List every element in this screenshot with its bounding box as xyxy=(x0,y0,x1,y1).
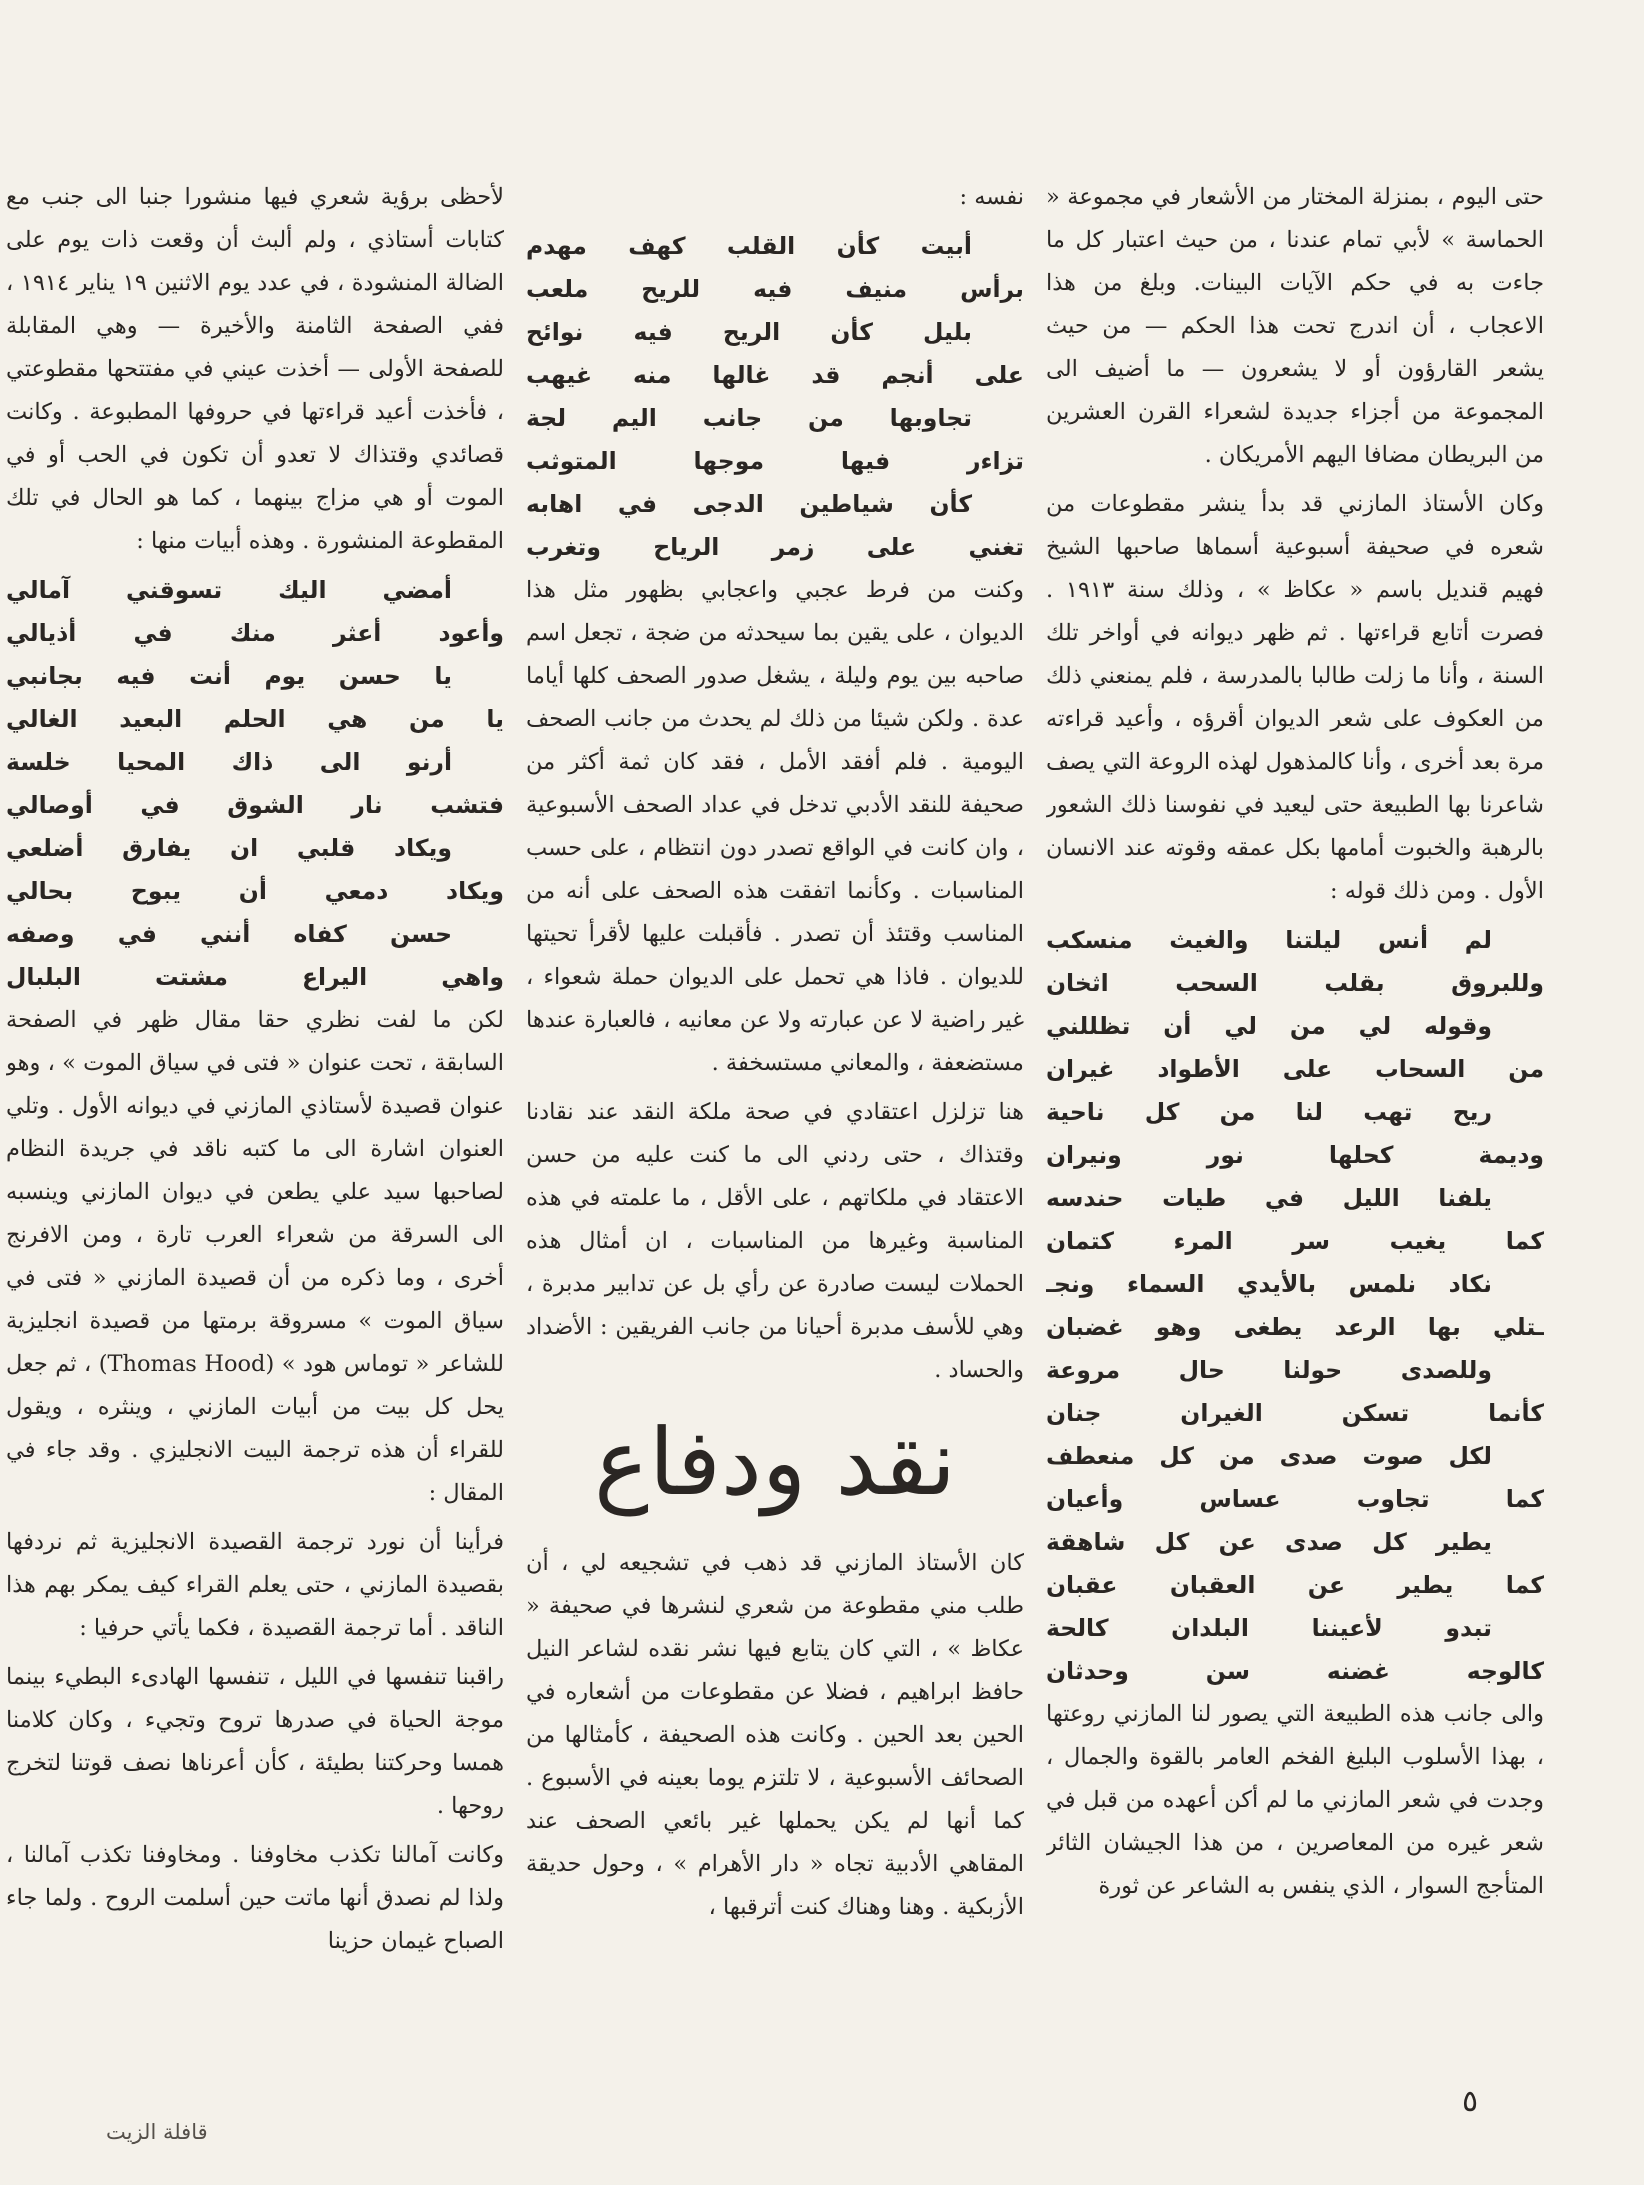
verse-line: كما يطير عن العقبان عقبان xyxy=(1046,1571,1544,1599)
verse-line: ـتلي بها الرعد يطغى وهو غضبان xyxy=(1046,1313,1544,1341)
poem-verses xyxy=(526,225,1024,569)
column-middle xyxy=(526,176,1024,2056)
paragraph: راقبنا تنفسها في الليل ، تنفسها الهادىء البطيء بينما موجة الحياة في صدرها تروح وتجيء ، وكان كلامنا همسا وحركتنا بطيئة ، كأن أعرناها نصف قوتنا لتخرج روحها . xyxy=(6,1664,504,1819)
verse-line: يطير كل صدى عن كل شاهقة xyxy=(1046,1528,1492,1556)
verse-line: كما تجاوب عساس وأعيان xyxy=(1046,1485,1544,1513)
verse-line: تجاوبها من جانب اليم لجة xyxy=(526,404,972,432)
verse-line: لم أنس ليلتنا والغيث منسكب xyxy=(1046,926,1492,954)
paragraph: لأحظى برؤية شعري فيها منشورا جنبا الى جنب مع كتابات أستاذي ، ولم ألبث أن وقعت ذات يوم على الضالة المنشودة ، في عدد يوم الاثنين ١٩ يناير ١٩١٤ ، ففي الصفحة الثامنة والأخيرة — وهي المقابلة للصفحة الأولى — أخذت عيني في مفتتحها مقطوعتي ، فأخذت أعيد قراءتها في حروفها المطبوعة . وكانت قصائدي وقتذاك لا تعدو أن تكون في الحب أو في الموت أو هي مزاج بينهما ، كما هو الحال في تلك المقطوعة المنشورة . وهذه أبيات منها : xyxy=(6,184,504,554)
verse-line: تبدو لأعيننا البلدان كالحة xyxy=(1046,1614,1492,1642)
page-number: ٥ xyxy=(1462,2084,1479,2119)
verse-line: حسن كفاه أنني في وصفه xyxy=(6,920,452,948)
verse-line: أرنو الى ذاك المحيا خلسة xyxy=(6,748,452,776)
verse-line: يا من هي الحلم البعيد الغالي xyxy=(6,705,504,733)
verse-line: وأعود أعثر منك في أذيالي xyxy=(6,619,504,647)
verse-line: برأس منيف فيه للريح ملعب xyxy=(526,275,1024,303)
magazine-title: قافلة الزيت xyxy=(106,2120,208,2144)
section-title: نقد ودفاع xyxy=(594,1409,956,1516)
verse-line: يلفنا الليل في طيات حندسه xyxy=(1046,1184,1492,1212)
verse-line: وللصدى حولنا حال مروعة xyxy=(1046,1356,1492,1384)
verse-line: ويكاد دمعي أن يبوح بحالي xyxy=(6,877,504,905)
verse-line: ويكاد قلبي ان يفارق أضلعي xyxy=(6,834,452,862)
paragraph: وكان الأستاذ المازني قد بدأ ينشر مقطوعات من شعره في صحيفة أسبوعية أسماها صاحبها الشيخ فهيم قنديل باسم « عكاظ » ، وذلك سنة ١٩١٣ . فصرت أتابع قراءتها . ثم ظهر ديوانه في أواخر تلك السنة ، وأنا ما زلت طالبا بالمدرسة ، فلم يمنعني ذلك من العكوف على شعر الديوان أقرؤه ، وأعيد قراءته مرة بعد أخرى ، وأنا كالمذهول لهذه الروعة التي يصف شاعرنا بها الطبيعة حتى ليعيد في نفوسنا ذلك الشعور بالرهبة والخبوت أمامها بكل عمقه وقوته عند الانسان الأول . ومن ذلك قوله : xyxy=(1046,491,1544,904)
verse-line: واهي اليراع مشتت البلبال xyxy=(6,963,504,991)
poem-verses xyxy=(1046,919,1544,1693)
verse-line: من السحاب على الأطواد غيران xyxy=(1046,1055,1544,1083)
verse-line: وللبروق بقلب السحب اثخان xyxy=(1046,969,1544,997)
verse-line: يا حسن يوم أنت فيه بجانبي xyxy=(6,662,452,690)
verse-line: ريح تهب لنا من كل ناحية xyxy=(1046,1098,1492,1126)
paragraph: فرأينا أن نورد ترجمة القصيدة الانجليزية ثم نردفها بقصيدة المازني ، حتى يعلم القراء كيف يمكر بهم هذا الناقد . أما ترجمة القصيدة ، فكما يأتي حرفيا : xyxy=(6,1529,504,1641)
paragraph: كان الأستاذ المازني قد ذهب في تشجيعه لي ، أن طلب مني مقطوعة من شعري لنشرها في صحيفة « عكاظ » ، التي كان يتابع فيها نشر نقده لشاعر النيل حافظ ابراهيم ، فضلا عن مقطوعات من أشعاره في الحين بعد الحين . وكانت هذه الصحيفة ، كأمثالها من الصحائف الأسبوعية ، لا تلتزم يوما بعينه في الأسبوع . كما أنها لم يكن يحملها غير بائعي الصحف عند المقاهي الأدبية تجاه « دار الأهرام » ، وحول حديقة الأزبكية . وهنا وهناك كنت أترقبها ، xyxy=(526,1550,1024,1920)
verse-line: أبيت كأن القلب كهف مهدم xyxy=(526,232,972,260)
paragraph: وكنت من فرط عجبي واعجابي بظهور مثل هذا الديوان ، على يقين بما سيحدثه من ضجة ، تجعل اسم صاحبه بين يوم وليلة ، يشغل صدور الصحف كلها أياما عدة . ولكن شيئا من ذلك لم يحدث من جانب الصحف اليومية . فلم أفقد الأمل ، فقد كان ثمة أكثر من صحيفة للنقد الأدبي تدخل في عداد الصحف الأسبوعية ، وان كانت في الواقع تصدر دون انتظام ، على حسب المناسبات . وكأنما اتفقت هذه الصحف على أنه من المناسب وقتئذ أن تصدر . فأقبلت عليها لأقرأ تحيتها للديوان . فاذا هي تحمل على الديوان حملة شعواء ، غير راضية لا عن عبارته ولا عن معانيه ، فالعبارة عندها مستضعفة ، والمعاني مستسخفة . xyxy=(526,577,1024,1076)
paragraph: نفسه : xyxy=(959,184,1024,210)
verse-line: كأنما تسكن الغيران جنان xyxy=(1046,1399,1544,1427)
verse-line: تزاءر فيها موجها المتوثب xyxy=(526,447,1024,475)
verse-line: لكل صوت صدى من كل منعطف xyxy=(1046,1442,1492,1470)
column-right xyxy=(1046,176,1544,2056)
verse-line: وديمة كحلها نور ونيران xyxy=(1046,1141,1544,1169)
verse-line: تغني على زمر الرياح وتغرب xyxy=(526,533,1024,561)
verse-line: كأن شياطين الدجى في اهابه xyxy=(526,490,972,518)
verse-line: كالوجه غضنه سن وحدثان xyxy=(1046,1657,1544,1685)
verse-line: على أنجم قد غالها منه غيهب xyxy=(526,361,1024,389)
verse-line: وقوله لي من لي أن تظللني xyxy=(1046,1012,1492,1040)
verse-line: كما يغيب سر المرء كتمان xyxy=(1046,1227,1544,1255)
paragraph: وكانت آمالنا تكذب مخاوفنا . ومخاوفنا تكذب آمالنا ، ولذا لم نصدق أنها ماتت حين أسلمت الروح . ولما جاء الصباح غيمان حزينا xyxy=(6,1842,504,1954)
paragraph: لكن ما لفت نظري حقا مقال ظهر في الصفحة السابقة ، تحت عنوان « فتى في سياق الموت » ، وهو عنوان قصيدة لأستاذي المازني في ديوانه الأول . وتلي العنوان اشارة الى ما كتبه ناقد في جريدة النظام لصاحبها سيد علي يطعن في ديوان المازني وينسبه الى السرقة من شعراء العرب تارة ، ومن الافرنج أخرى ، وما ذكره من أن قصيدة المازني « فتى في سياق الموت » مسروقة برمتها من قصيدة انجليزية للشاعر « توماس هود » (Thomas Hood) ، ثم جعل يحل كل بيت من أبيات المازني ، وينثره ، ويقول للقراء أن هذه ترجمة البيت الانجليزي . وقد جاء في المقال : xyxy=(6,1007,504,1506)
paragraph: هنا تزلزل اعتقادي في صحة ملكة النقد عند نقادنا وقتذاك ، حتى ردني الى ما كنت عليه من حسن الاعتقاد في ملكاتهم ، على الأقل ، ما علمته في هذه المناسبة وغيرها من المناسبات ، ان أمثال هذه الحملات ليست صادرة عن رأي بل عن تدابير مدبرة ، وهي للأسف مدبرة أحيانا من جانب الفريقين : الأضداد والحساد . xyxy=(526,1099,1024,1383)
verse-line: نكاد نلمس بالأيدي السماء ونجـ xyxy=(1046,1270,1492,1298)
poem-verses xyxy=(6,569,504,999)
column-left xyxy=(6,176,504,2056)
verse-line: بليل كأن الريح فيه نوائح xyxy=(526,318,972,346)
verse-line: أمضي اليك تسوقني آمالي xyxy=(6,576,452,604)
verse-line: فتشب نار الشوق في أوصالي xyxy=(6,791,504,819)
paragraph: حتى اليوم ، بمنزلة المختار من الأشعار في مجموعة « الحماسة » لأبي تمام عندنا ، من حيث اعتبار كل ما جاءت به في حكم الآيات البينات. وبلغ من هذا الاعجاب ، أن اندرج تحت هذا الحكم — من حيث يشعر القارؤون أو لا يشعرون — ما أضيف الى المجموعة من أجزاء جديدة لشعراء القرن العشرين من البريطان مضافا اليهم الأمريكان . xyxy=(1046,184,1544,468)
paragraph: والى جانب هذه الطبيعة التي يصور لنا المازني روعتها ، بهذا الأسلوب البليغ الفخم العامر بالقوة والجمال ، وجدت في شعر المازني ما لم أكن أعهده من قبل في شعر غيره من المعاصرين ، من هذا الجيشان الثائر المتأجج السوار ، الذي ينفس به الشاعر عن ثورة xyxy=(1046,1701,1544,1899)
